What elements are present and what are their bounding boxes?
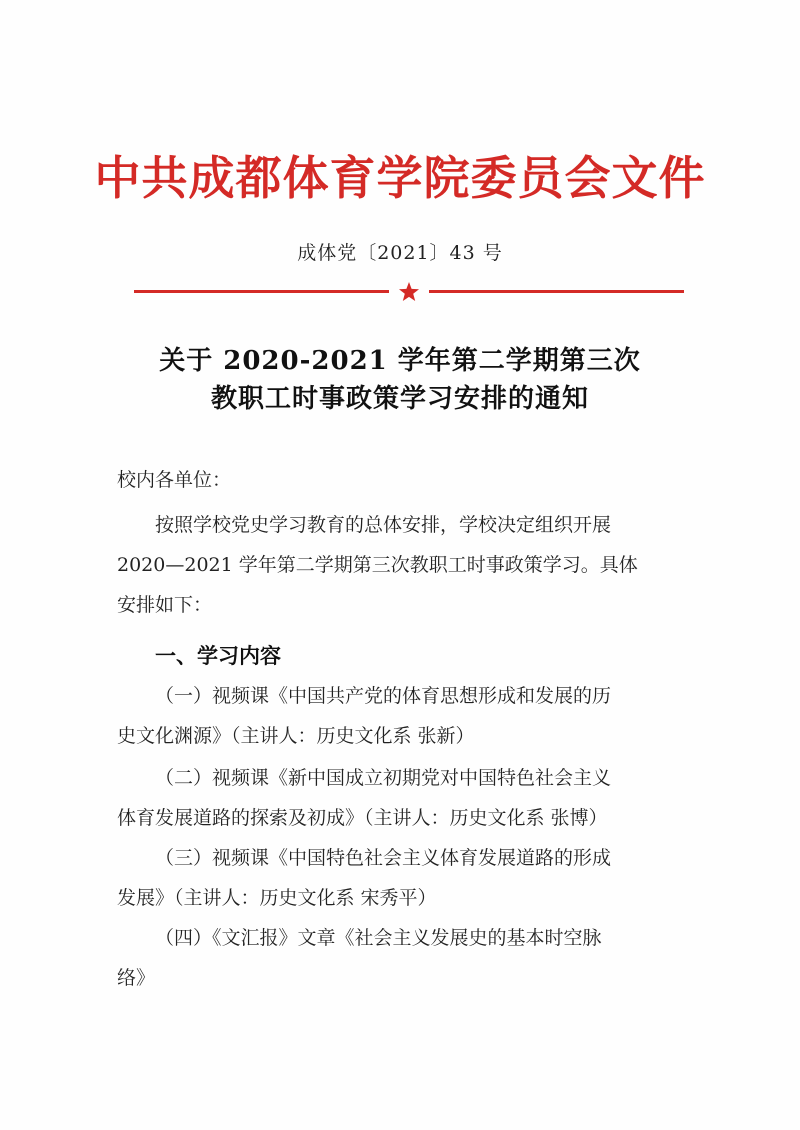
item-1-line-1: （一）视频课《中国共产党的体育思想形成和发展的历 [155, 685, 612, 707]
section-heading-content: 一、学习内容 [155, 643, 281, 668]
separator-line-right [429, 290, 684, 293]
intro-line-2: 2020—2021 学年第二学期第三次教职工时事政策学习。具体 [117, 554, 638, 576]
item-3-line-1: （三）视频课《中国特色社会主义体育发展道路的形成 [155, 847, 612, 869]
item-2-line-2: 体育发展道路的探索及初成》（主讲人：历史文化系 张博） [117, 807, 608, 829]
intro-line-3: 安排如下： [117, 594, 213, 616]
star-icon [399, 282, 419, 301]
item-2-line-1: （二）视频课《新中国成立初期党对中国特色社会主义 [155, 767, 612, 789]
notice-title-line-1: 关于 2020-2021 学年第二学期第三次 [159, 346, 641, 376]
item-4-line-1: （四）《文汇报》文章《社会主义发展史的基本时空脉 [155, 927, 602, 949]
item-1-line-2: 史文化渊源》（主讲人：历史文化系 张新） [117, 725, 475, 747]
separator-line-left [134, 290, 389, 293]
item-3-line-2: 发展》（主讲人：历史文化系 宋秀平） [117, 887, 437, 909]
red-separator [134, 282, 684, 302]
salutation: 校内各单位： [117, 469, 232, 491]
intro-line-1: 按照学校党史学习教育的总体安排，学校决定组织开展 [155, 514, 612, 536]
document-header-title: 中共成都体育学院委员会文件 [94, 151, 706, 205]
separator-graphic [134, 282, 684, 302]
document-number: 成体党〔2021〕43 号 [297, 242, 503, 264]
notice-title-line-2: 教职工时事政策学习安排的通知 [210, 384, 589, 414]
item-4-line-2: 络》 [117, 967, 156, 989]
